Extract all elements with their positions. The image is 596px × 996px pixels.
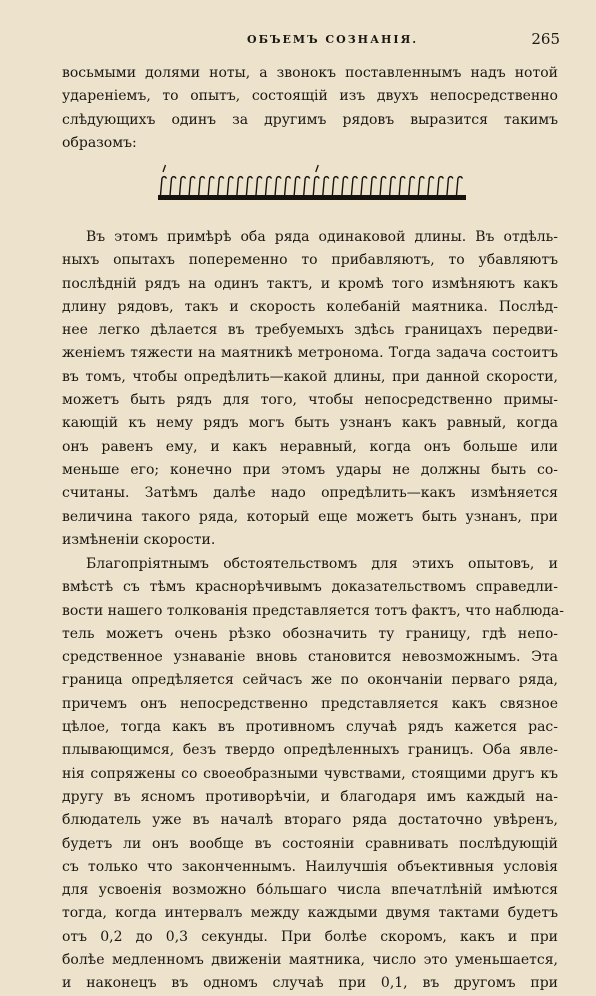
paragraph-2 [62, 553, 564, 996]
note-mark [218, 177, 224, 195]
text-line: можетъ быть рядъ для того, чтобы непосредственно примы- [62, 392, 558, 409]
text-line: величина такого ряда, который еще можетъ быть узнанъ, при [62, 508, 558, 525]
text-line: тель можетъ очень рѣзко обозначить ту границу, гдѣ непо- [62, 625, 558, 642]
note-mark [294, 177, 300, 195]
text-line: и наконецъ въ одномъ случаѣ при 0,1, въ другомъ при [62, 975, 558, 992]
note-mark [304, 177, 310, 195]
text-line: причемъ онъ непосредственно представляется какъ связное [62, 695, 558, 712]
note-mark [189, 177, 195, 195]
text-line: съ только что законченнымъ. Наилучшія объективныя условія [62, 858, 558, 875]
note-mark [351, 177, 357, 195]
text-line: цѣлое, тогда какъ въ противномъ случаѣ рядъ кажется рас- [62, 719, 558, 736]
note-mark [285, 177, 291, 195]
text-line: средственное узнаваніе вновь становится невозможнымъ. Эта [62, 649, 558, 666]
running-title: ОБЪЕМЪ СОЗНАНІЯ. [247, 33, 419, 46]
text-line: будетъ ли онъ вообще въ состояніи сравнивать послѣдующій [62, 835, 558, 852]
text-line: для усвоенія возможно бо́льшаго числа впечатлѣній имѣются [62, 882, 558, 899]
text-line: другу въ ясномъ противорѣчіи, и благодаря имъ каждый на- [62, 788, 558, 805]
note-mark [227, 177, 233, 195]
text-line: измѣненіи скорости. [62, 531, 216, 548]
text-line: Благопріятнымъ обстоятельствомъ для этихъ опытовъ, и [86, 556, 558, 572]
text-line: отъ 0,2 до 0,3 секунды. При болѣе скоромъ, какъ и при [62, 928, 558, 945]
text-line: ныхъ опытахъ попеременно то прибавляютъ, то убавляютъ [62, 252, 558, 269]
text-line: въ томъ, чтобы опредѣлить—какой длины, при данной скорости, [62, 368, 558, 385]
note-mark [180, 177, 186, 195]
note-mark [170, 177, 176, 195]
note-mark [161, 165, 167, 195]
page-header [62, 30, 560, 50]
text-line: тогда, когда интервалъ между каждыми двумя тактами будетъ [62, 905, 558, 922]
note-mark [457, 177, 463, 195]
note-mark [208, 177, 214, 195]
text-line: считаны. Затѣмъ далѣе надо опредѣлить—какъ измѣняется [62, 485, 558, 502]
note-mark [332, 177, 338, 195]
text-line: граница опредѣляется сейчасъ же по окончаніи перваго ряда, [62, 672, 558, 689]
text-line: длину рядовъ, такъ и скорость колебаній маятника. Послѣд- [62, 298, 558, 315]
text-line: вости нашего толкованія представляется тотъ фактъ, что наблюда- [62, 602, 564, 619]
text-line: образомъ: [62, 134, 137, 151]
text-line: вмѣстѣ съ тѣмъ краснорѣчивымъ доказательствомъ справедли- [62, 579, 558, 596]
note-mark [437, 177, 443, 195]
note-mark [447, 177, 453, 195]
note-mark [313, 165, 319, 195]
text-line: Въ этомъ примѣрѣ оба ряда одинаковой длины. Въ отдѣль- [86, 229, 558, 245]
note-mark [323, 177, 329, 195]
text-line: послѣдній рядъ на одинъ тактъ, и кромѣ того измѣняютъ какъ [62, 275, 558, 292]
notation-beam [158, 195, 466, 200]
text-line: блюдатель уже въ началѣ втораго ряда достаточно увѣренъ, [62, 812, 558, 829]
note-mark [371, 177, 377, 195]
text-line: онъ равенъ ему, и какъ неравный, когда онъ больше или [62, 438, 558, 455]
text-line: плывающимся, безъ твердо опредѣленныхъ границъ. Оба явле- [62, 742, 558, 759]
accent-mark [316, 165, 319, 172]
note-mark [361, 177, 367, 195]
paragraph-1 [62, 226, 558, 552]
note-mark [390, 177, 396, 195]
text-line: меньше его; конечно при этомъ удары не должны быть со- [62, 461, 558, 478]
note-mark [399, 177, 405, 195]
intro-text [62, 62, 558, 155]
note-mark [342, 177, 348, 195]
text-line: женіемъ тяжести на маятникѣ метронома. Тогда задача состоитъ [62, 345, 558, 362]
note-mark [246, 177, 252, 195]
text-line: болѣе медленномъ движеніи маятника, число это уменьшается, [62, 952, 558, 969]
note-mark [380, 177, 386, 195]
text-line: удареніемъ, то опытъ, состоящій изъ двухъ непосредственно [62, 88, 558, 105]
note-mark [256, 177, 262, 195]
note-mark [275, 177, 281, 195]
text-line: восьмыми долями ноты, а звонокъ поставленнымъ надъ нотой [62, 65, 558, 81]
accent-mark [163, 165, 166, 172]
notation-svg [158, 162, 466, 208]
note-mark [409, 177, 415, 195]
text-line: слѣдующихъ одинъ за другимъ рядовъ выразится такимъ [62, 111, 558, 128]
rhythm-notation-figure [158, 162, 466, 208]
text-line: нее легко дѣлается въ требуемыхъ здѣсь границахъ передви- [62, 322, 558, 339]
note-mark [199, 177, 205, 195]
note-mark [418, 177, 424, 195]
note-mark [237, 177, 243, 195]
page-number: 265 [531, 30, 560, 48]
note-mark [428, 177, 434, 195]
note-mark [266, 177, 272, 195]
text-line: нія сопряжены со своеобразными чувствами, стоящими другъ къ [62, 765, 558, 782]
text-line: кающій къ нему рядъ могъ быть узнанъ какъ равный, когда [62, 415, 558, 432]
